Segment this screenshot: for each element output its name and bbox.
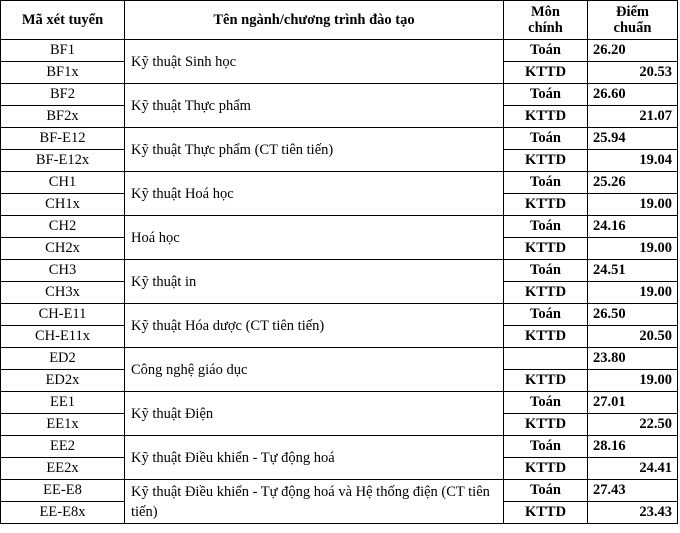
cell-subject: KTTD [504, 370, 588, 392]
table-row [1, 172, 678, 194]
cell-subject: KTTD [504, 282, 588, 304]
cell-score: 25.26 [588, 172, 678, 194]
cell-score: 19.00 [588, 282, 678, 304]
cell-subject: Toán [504, 304, 588, 326]
table-row [1, 304, 678, 326]
cell-score: 24.16 [588, 216, 678, 238]
cell-code: ED2 [1, 348, 125, 370]
cell-code: CH3 [1, 260, 125, 282]
cell-subject [504, 348, 588, 370]
table-row [1, 348, 678, 370]
cell-score: 28.16 [588, 436, 678, 458]
cell-program-name: Kỹ thuật Điều khiển - Tự động hoá [125, 436, 504, 480]
cell-code: EE1x [1, 414, 125, 436]
table-body [1, 40, 678, 524]
cell-program-name: Công nghệ giáo dục [125, 348, 504, 392]
cell-subject: KTTD [504, 458, 588, 480]
table-header-row [1, 1, 678, 40]
table-row [1, 480, 678, 502]
cell-program-name: Kỹ thuật Thực phẩm (CT tiên tiến) [125, 128, 504, 172]
cell-subject: KTTD [504, 326, 588, 348]
cell-score: 26.50 [588, 304, 678, 326]
cell-code: CH3x [1, 282, 125, 304]
cell-score: 23.43 [588, 502, 678, 524]
cell-subject: Toán [504, 40, 588, 62]
table-row [1, 84, 678, 106]
table-row [1, 40, 678, 62]
cell-code: EE-E8x [1, 502, 125, 524]
cell-program-name: Kỹ thuật Điện [125, 392, 504, 436]
table-row [1, 128, 678, 150]
cell-code: CH2x [1, 238, 125, 260]
cell-code: EE2x [1, 458, 125, 480]
cell-score: 25.94 [588, 128, 678, 150]
cell-subject: Toán [504, 436, 588, 458]
cell-subject: KTTD [504, 106, 588, 128]
table-row [1, 216, 678, 238]
cell-score: 27.43 [588, 480, 678, 502]
cell-subject: Toán [504, 260, 588, 282]
cell-program-name: Hoá học [125, 216, 504, 260]
cell-code: CH1x [1, 194, 125, 216]
cell-score: 23.80 [588, 348, 678, 370]
cell-subject: Toán [504, 480, 588, 502]
cell-score: 24.41 [588, 458, 678, 480]
cell-score: 27.01 [588, 392, 678, 414]
cell-score: 20.53 [588, 62, 678, 84]
cell-code: BF2 [1, 84, 125, 106]
cell-subject: KTTD [504, 194, 588, 216]
cell-code: EE1 [1, 392, 125, 414]
cell-program-name: Kỹ thuật in [125, 260, 504, 304]
cell-score: 19.00 [588, 194, 678, 216]
cell-code: ED2x [1, 370, 125, 392]
cell-score: 26.20 [588, 40, 678, 62]
cell-score: 21.07 [588, 106, 678, 128]
cell-score: 19.00 [588, 238, 678, 260]
table-row [1, 392, 678, 414]
cell-code: CH1 [1, 172, 125, 194]
table-row [1, 260, 678, 282]
cell-subject: Toán [504, 128, 588, 150]
cell-subject: Toán [504, 216, 588, 238]
cell-subject: KTTD [504, 62, 588, 84]
cell-code: BF-E12 [1, 128, 125, 150]
header-program: Tên ngành/chương trình đào tạo [125, 1, 504, 40]
cell-score: 19.04 [588, 150, 678, 172]
cell-code: BF1x [1, 62, 125, 84]
cell-score: 24.51 [588, 260, 678, 282]
header-subject: Môn chính [504, 1, 588, 40]
cell-program-name: Kỹ thuật Thực phẩm [125, 84, 504, 128]
cell-code: CH-E11x [1, 326, 125, 348]
table-row [1, 436, 678, 458]
cell-program-name: Kỹ thuật Hóa dược (CT tiên tiến) [125, 304, 504, 348]
cell-program-name: Kỹ thuật Hoá học [125, 172, 504, 216]
cell-subject: Toán [504, 392, 588, 414]
cell-subject: KTTD [504, 414, 588, 436]
cell-code: EE-E8 [1, 480, 125, 502]
cell-score: 20.50 [588, 326, 678, 348]
cell-subject: Toán [504, 172, 588, 194]
cell-code: EE2 [1, 436, 125, 458]
header-code: Mã xét tuyển [1, 1, 125, 40]
cell-code: BF1 [1, 40, 125, 62]
cell-score: 26.60 [588, 84, 678, 106]
cell-score: 19.00 [588, 370, 678, 392]
cell-subject: Toán [504, 84, 588, 106]
cell-score: 22.50 [588, 414, 678, 436]
header-score: Điểm chuẩn [588, 1, 678, 40]
cell-code: BF-E12x [1, 150, 125, 172]
cell-subject: KTTD [504, 150, 588, 172]
cell-program-name: Kỹ thuật Sinh học [125, 40, 504, 84]
cell-subject: KTTD [504, 502, 588, 524]
cell-code: CH2 [1, 216, 125, 238]
cell-code: BF2x [1, 106, 125, 128]
cell-subject: KTTD [504, 238, 588, 260]
cell-program-name: Kỹ thuật Điều khiển - Tự động hoá và Hệ thống điện (CT tiên tiến) [125, 480, 504, 524]
cell-code: CH-E11 [1, 304, 125, 326]
